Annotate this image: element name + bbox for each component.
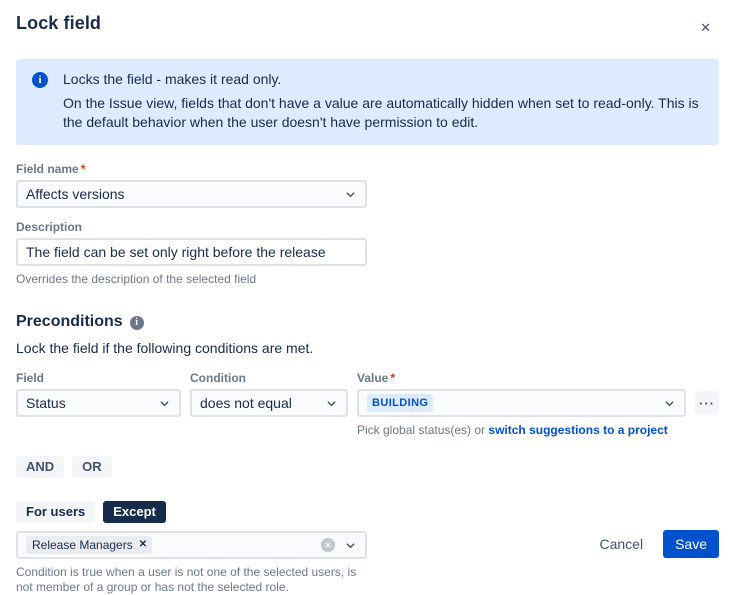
required-asterisk: * bbox=[390, 371, 396, 385]
condition-value-label bbox=[357, 371, 686, 385]
chevron-down-icon bbox=[158, 397, 171, 410]
clear-icon[interactable]: ✕ bbox=[321, 538, 335, 552]
users-helper: Condition is true when a user is not one of the selected users, is not member of a group or has not the selected role. bbox=[16, 565, 357, 594]
description-value: The field can be set only right before the release bbox=[26, 244, 326, 260]
more-options-button[interactable]: ··· bbox=[695, 391, 719, 415]
condition-row bbox=[16, 371, 719, 438]
condition-operator-group bbox=[190, 371, 348, 417]
info-banner-line2: On the Issue view, fields that don't have a value are automatically hidden when set to read-only. This is the default behavior when the user doesn't have permission to edit. bbox=[63, 95, 699, 130]
condition-operator-select[interactable] bbox=[190, 389, 348, 417]
field-name-select[interactable] bbox=[16, 180, 367, 208]
value-helper-prefix: Pick global status(es) or bbox=[357, 423, 489, 437]
user-tag bbox=[26, 536, 152, 554]
modal-footer bbox=[587, 530, 719, 558]
cancel-button[interactable]: Cancel bbox=[587, 530, 655, 558]
operator-buttons bbox=[16, 456, 719, 478]
or-button[interactable]: OR bbox=[72, 456, 112, 478]
required-asterisk: * bbox=[80, 162, 86, 176]
info-banner-text bbox=[63, 70, 703, 132]
condition-value-label-text: Value bbox=[357, 371, 389, 385]
chevron-down-icon[interactable] bbox=[344, 539, 357, 552]
close-icon[interactable]: ✕ bbox=[692, 15, 719, 38]
description-group bbox=[16, 220, 719, 287]
condition-field-select[interactable] bbox=[16, 389, 181, 417]
condition-field-label: Field bbox=[16, 371, 45, 385]
users-multiselect-controls bbox=[321, 538, 357, 552]
chevron-down-icon bbox=[344, 188, 357, 201]
condition-operator-value: does not equal bbox=[200, 395, 292, 411]
for-users-button[interactable]: For users bbox=[16, 501, 95, 523]
condition-value-group bbox=[357, 371, 686, 438]
condition-field-group bbox=[16, 371, 181, 417]
condition-field-value: Status bbox=[26, 395, 66, 411]
user-tag-label: Release Managers bbox=[32, 538, 133, 552]
field-name-label bbox=[16, 162, 719, 176]
description-helper: Overrides the description of the selected field bbox=[16, 272, 257, 286]
users-multiselect-tags bbox=[26, 536, 152, 554]
condition-operator-label: Condition bbox=[190, 371, 246, 385]
field-name-group bbox=[16, 162, 719, 208]
except-button[interactable]: Except bbox=[103, 501, 166, 523]
field-name-value: Affects versions bbox=[26, 186, 125, 202]
preconditions-heading bbox=[16, 313, 719, 331]
info-banner-line1: Locks the field - makes it read only. bbox=[63, 71, 282, 87]
value-helper bbox=[357, 423, 686, 438]
modal-header bbox=[16, 13, 719, 38]
info-icon: i bbox=[32, 72, 48, 88]
user-toggle bbox=[16, 501, 719, 523]
chevron-down-icon bbox=[325, 397, 338, 410]
switch-suggestions-link[interactable]: switch suggestions to a project bbox=[488, 423, 668, 437]
and-button[interactable]: AND bbox=[16, 456, 64, 478]
field-name-label-text: Field name bbox=[16, 162, 79, 176]
condition-value-select[interactable] bbox=[357, 389, 686, 417]
page-title: Lock field bbox=[16, 13, 102, 33]
save-button[interactable]: Save bbox=[663, 530, 719, 558]
remove-tag-icon[interactable]: ✕ bbox=[138, 539, 148, 550]
users-multiselect[interactable] bbox=[16, 531, 367, 559]
description-label: Description bbox=[16, 220, 83, 234]
info-banner bbox=[16, 59, 719, 145]
preconditions-subheading: Lock the field if the following conditions are met. bbox=[16, 340, 314, 356]
preconditions-heading-text: Preconditions bbox=[16, 313, 123, 330]
info-icon[interactable]: i bbox=[130, 316, 144, 330]
description-input[interactable] bbox=[16, 238, 367, 266]
chevron-down-icon bbox=[663, 397, 676, 410]
status-badge[interactable]: BUILDING bbox=[367, 394, 433, 412]
